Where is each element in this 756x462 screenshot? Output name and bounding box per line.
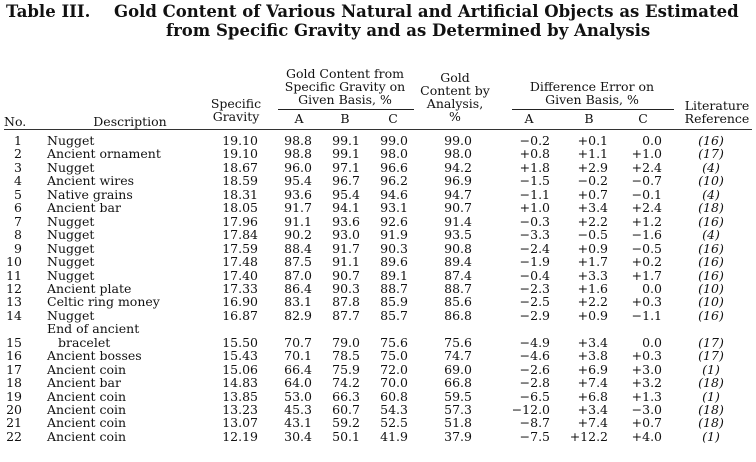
cell-dc: +2.4 [631,159,662,175]
cell-desc: Nugget [47,133,95,148]
cell-db: −0.5 [577,227,608,243]
header-gold-an-2: Content by [420,83,490,98]
cell-no: 10 [6,254,22,270]
cell-an: 59.5 [444,388,472,404]
cell-a: 93.6 [284,186,312,202]
cell-da: −0.4 [519,267,550,283]
cell-desc: Nugget [47,213,95,229]
cell-an: 94.2 [444,159,472,175]
cell-a: 98.8 [284,133,312,148]
cell-desc: Ancient wires [47,173,135,189]
cell-db: +7.4 [577,415,608,431]
cell-an: 89.4 [444,254,472,270]
cell-b: 75.9 [332,361,360,377]
cell-dc: +1.3 [631,388,662,404]
cell-sg: 18.31 [222,186,258,202]
header-gold-an-1: Gold [440,70,470,85]
cell-c: 94.6 [380,186,408,202]
cell-dc: +3.2 [631,375,662,391]
table-row [0,363,756,376]
table-row [0,322,756,349]
cell-a: 96.0 [284,159,312,175]
header-diff-rule [512,109,674,110]
cell-no: 20 [6,402,22,417]
cell-db: +3.4 [577,334,608,350]
cell-sg: 13.85 [222,388,258,404]
cell-db: +1.7 [577,254,608,270]
cell-dc: −0.5 [631,240,662,256]
cell-c: 70.0 [380,375,408,391]
cell-da: −2.9 [519,307,550,323]
cell-a: 98.8 [284,146,312,162]
cell-desc: Nugget [47,254,95,270]
cell-b: 90.7 [332,267,360,283]
cell-da: −0.3 [519,213,550,229]
table-row [0,269,756,282]
header-literature-2: Reference [684,111,750,126]
cell-ref: (16) [698,254,724,270]
cell-no: 1 [14,133,22,148]
cell-desc: Ancient plate [47,280,132,296]
cell-ref: (1) [702,361,720,377]
cell-no: 4 [14,173,22,189]
table-title [6,2,752,40]
cell-sg: 17.84 [222,227,258,243]
cell-ref: (10) [698,280,724,296]
cell-an: 99.0 [444,133,472,148]
table-row [0,255,756,268]
cell-an: 87.4 [444,267,472,283]
cell-an: 90.7 [444,200,472,216]
cell-c: 52.5 [380,415,408,431]
cell-dc: −1.6 [631,227,662,243]
cell-ref: (17) [698,334,724,350]
header-gold-an-3: Analysis, [426,96,484,111]
table-row [0,309,756,322]
header-diff-b: B [584,111,594,126]
cell-ref: (16) [698,307,724,323]
cell-ref: (17) [698,146,724,162]
cell-a: 88.4 [284,240,312,256]
cell-dc: +0.3 [631,348,662,364]
cell-desc: Ancient coin [47,402,127,417]
cell-db: +7.4 [577,375,608,391]
cell-db: +2.9 [577,159,608,175]
cell-no: 5 [14,186,22,202]
cell-desc: Nugget [47,267,95,283]
cell-c: 85.9 [380,294,408,310]
cell-an: 37.9 [444,428,472,444]
header-gold-an-4: % [449,109,461,124]
cell-db: +0.1 [577,133,608,148]
cell-db: −0.2 [577,173,608,189]
cell-da: −1.1 [519,186,550,202]
cell-no: 17 [6,361,22,377]
table-row [0,282,756,295]
cell-c: 98.0 [380,146,408,162]
table-row [0,161,756,174]
cell-desc: Ancient coin [47,415,127,431]
cell-no: 13 [6,294,22,310]
header-col-c: C [388,111,398,126]
header-col-a: A [294,111,304,126]
cell-db: +2.2 [577,294,608,310]
header-literature-1: Literature [684,98,750,113]
cell-db: +3.4 [577,200,608,216]
cell-ref: (17) [698,348,724,364]
cell-da: +1.0 [519,200,550,216]
table-row [0,376,756,389]
cell-an: 93.5 [444,227,472,243]
cell-ref: (16) [698,267,724,283]
title-line-1: Gold Content of Various Natural and Artificial Objects as Estimated [114,2,739,21]
cell-b: 96.7 [332,173,360,189]
cell-an: 85.6 [444,294,472,310]
cell-desc: Nugget [47,240,95,256]
cell-sg: 15.43 [222,348,258,364]
cell-c: 93.1 [380,200,408,216]
cell-sg: 18.59 [222,173,258,189]
cell-db: +3.3 [577,267,608,283]
cell-sg: 15.06 [222,361,258,377]
cell-desc: Ancient coin [47,388,127,404]
header-diff-2: Given Basis, % [545,92,639,107]
cell-c: 91.9 [380,227,408,243]
cell-db: +1.1 [577,146,608,162]
cell-b: 91.7 [332,240,360,256]
cell-b: 66.3 [332,388,360,404]
cell-no: 3 [14,159,22,175]
cell-b: 90.3 [332,280,360,296]
cell-no: 22 [6,428,22,444]
cell-ref: (18) [698,375,724,391]
table-row [0,390,756,403]
cell-a: 83.1 [284,294,312,310]
cell-dc: +4.0 [631,428,662,444]
table-row [0,215,756,228]
cell-no: 9 [14,240,22,256]
table-row [0,188,756,201]
table-row [0,295,756,308]
cell-an: 66.8 [444,375,472,391]
table-row [0,430,756,443]
cell-sg: 17.33 [222,280,258,296]
cell-ref: (10) [698,173,724,189]
cell-da: −1.9 [519,254,550,270]
cell-no: 15 [6,334,22,350]
cell-no: 7 [14,213,22,229]
cell-dc: 0.0 [642,334,662,350]
cell-b: 87.8 [332,294,360,310]
cell-dc: 0.0 [642,133,662,148]
cell-b: 97.1 [332,159,360,175]
cell-db: +6.8 [577,388,608,404]
cell-da: −6.5 [519,388,550,404]
cell-a: 43.1 [284,415,312,431]
cell-an: 57.3 [444,402,472,417]
table-row [0,349,756,362]
cell-b: 93.6 [332,213,360,229]
cell-db: +3.8 [577,348,608,364]
cell-desc: Ancient coin [47,361,127,377]
cell-db: +2.2 [577,213,608,229]
cell-da: −7.5 [519,428,550,444]
cell-sg: 17.96 [222,213,258,229]
cell-an: 94.7 [444,186,472,202]
cell-dc: +1.2 [631,213,662,229]
table-row [0,242,756,255]
header-description: Description [93,114,167,129]
cell-desc: Ancient bosses [47,348,142,364]
table-row [0,201,756,214]
cell-b: 95.4 [332,186,360,202]
cell-db: +0.9 [577,307,608,323]
table-row [0,403,756,416]
table-label: Table III. [6,2,91,21]
cell-c: 96.6 [380,159,408,175]
table-row [0,147,756,160]
cell-desc: Nugget [47,159,95,175]
cell-ref: (4) [702,227,720,243]
cell-ref: (18) [698,415,724,431]
cell-an: 91.4 [444,213,472,229]
cell-an: 88.7 [444,280,472,296]
cell-c: 99.0 [380,133,408,148]
cell-sg: 17.48 [222,254,258,270]
cell-c: 88.7 [380,280,408,296]
cell-c: 92.6 [380,213,408,229]
cell-c: 96.2 [380,173,408,189]
cell-da: +0.8 [519,146,550,162]
cell-desc: Celtic ring money [47,294,160,310]
cell-c: 75.6 [380,334,408,350]
cell-db: +1.6 [577,280,608,296]
cell-ref: (4) [702,186,720,202]
cell-b: 87.7 [332,307,360,323]
cell-ref: (18) [698,200,724,216]
cell-sg: 15.50 [222,334,258,350]
cell-b: 60.7 [332,402,360,417]
cell-ref: (16) [698,213,724,229]
cell-dc: −1.1 [631,307,662,323]
cell-desc-continued: bracelet [58,334,111,350]
cell-dc: +2.4 [631,200,662,216]
cell-a: 95.4 [284,173,312,189]
cell-c: 60.8 [380,388,408,404]
cell-b: 78.5 [332,348,360,364]
table-row [0,416,756,429]
cell-c: 54.3 [380,402,408,417]
header-gold-sg-rule [278,109,414,110]
cell-b: 91.1 [332,254,360,270]
cell-sg: 12.19 [222,428,258,444]
cell-da: −2.6 [519,361,550,377]
cell-dc: +0.7 [631,415,662,431]
cell-an: 74.7 [444,348,472,364]
cell-b: 99.1 [332,146,360,162]
cell-a: 30.4 [284,428,312,444]
cell-an: 98.0 [444,146,472,162]
cell-a: 64.0 [284,375,312,391]
cell-ref: (4) [702,159,720,175]
cell-c: 41.9 [380,428,408,444]
cell-no: 6 [14,200,22,216]
cell-an: 90.8 [444,240,472,256]
cell-c: 85.7 [380,307,408,323]
cell-no: 8 [14,227,22,243]
cell-a: 82.9 [284,307,312,323]
cell-a: 70.7 [284,334,312,350]
header-bottom-rule [4,129,752,130]
cell-dc: +0.3 [631,294,662,310]
cell-dc: +1.7 [631,267,662,283]
cell-b: 50.1 [332,428,360,444]
cell-db: +0.9 [577,240,608,256]
cell-c: 89.6 [380,254,408,270]
header-diff-c: C [638,111,648,126]
cell-db: +3.4 [577,402,608,417]
cell-a: 91.1 [284,213,312,229]
cell-a: 70.1 [284,348,312,364]
cell-da: −2.3 [519,280,550,296]
cell-da: −2.8 [519,375,550,391]
cell-ref: (1) [702,428,720,444]
table-row [0,174,756,187]
cell-c: 90.3 [380,240,408,256]
cell-da: −8.7 [519,415,550,431]
cell-no: 16 [6,348,22,364]
cell-da: −4.6 [519,348,550,364]
cell-db: +0.7 [577,186,608,202]
cell-a: 87.5 [284,254,312,270]
cell-sg: 16.87 [222,307,258,323]
cell-da: −2.4 [519,240,550,256]
cell-ref: (1) [702,388,720,404]
cell-desc: Nugget [47,227,95,243]
cell-no: 2 [14,146,22,162]
cell-a: 90.2 [284,227,312,243]
cell-dc: +3.0 [631,361,662,377]
cell-ref: (10) [698,294,724,310]
cell-c: 75.0 [380,348,408,364]
cell-b: 93.0 [332,227,360,243]
cell-no: 14 [6,307,22,323]
header-diff-1: Difference Error on [529,79,655,94]
title-line-2: from Specific Gravity and as Determined by Analysis [166,21,651,40]
cell-desc: Ancient bar [47,200,121,216]
cell-da: −3.3 [519,227,550,243]
cell-no: 18 [6,375,22,391]
cell-dc: +0.2 [631,254,662,270]
cell-an: 69.0 [444,361,472,377]
cell-b: 74.2 [332,375,360,391]
cell-a: 87.0 [284,267,312,283]
cell-b: 79.0 [332,334,360,350]
cell-no: 19 [6,388,22,404]
header-gold-sg-2: Specific Gravity on [284,79,406,94]
cell-b: 59.2 [332,415,360,431]
cell-desc: Native grains [47,186,133,202]
cell-da: +1.8 [519,159,550,175]
cell-dc: −0.1 [631,186,662,202]
cell-a: 45.3 [284,402,312,417]
cell-b: 99.1 [332,133,360,148]
cell-a: 91.7 [284,200,312,216]
cell-da: −0.2 [519,133,550,148]
cell-sg: 13.23 [222,402,258,417]
cell-no: 11 [6,267,22,283]
header-gold-sg-3: Given Basis, % [298,92,392,107]
header-diff-a: A [524,111,534,126]
header-gold-sg-1: Gold Content from [285,66,405,81]
cell-no: 21 [6,415,22,431]
cell-a: 53.0 [284,388,312,404]
header-col-b: B [340,111,350,126]
cell-sg: 18.05 [222,200,258,216]
cell-db: +12.2 [569,428,608,444]
cell-an: 75.6 [444,334,472,350]
cell-b: 94.1 [332,200,360,216]
table-row [0,134,756,147]
table-row [0,228,756,241]
cell-ref: (16) [698,133,724,148]
cell-da: −12.0 [511,402,550,417]
cell-desc: Ancient coin [47,428,127,444]
cell-dc: −0.7 [631,173,662,189]
cell-ref: (18) [698,402,724,417]
cell-sg: 13.07 [222,415,258,431]
header-specific-gravity-1: Specific [210,96,262,111]
header-specific-gravity-2: Gravity [212,109,260,124]
cell-sg: 16.90 [222,294,258,310]
cell-a: 86.4 [284,280,312,296]
cell-sg: 18.67 [222,159,258,175]
cell-dc: 0.0 [642,280,662,296]
cell-c: 89.1 [380,267,408,283]
cell-sg: 17.40 [222,267,258,283]
cell-desc: End of ancient [47,321,140,337]
cell-da: −1.5 [519,173,550,189]
cell-da: −2.5 [519,294,550,310]
cell-desc: Ancient ornament [47,146,161,162]
cell-sg: 19.10 [222,133,258,148]
cell-da: −4.9 [519,334,550,350]
header-no: No. [4,114,27,129]
cell-db: +6.9 [577,361,608,377]
cell-an: 86.8 [444,307,472,323]
cell-desc: Ancient bar [47,375,121,391]
cell-no: 12 [6,280,22,296]
cell-dc: −3.0 [631,402,662,417]
cell-ref: (16) [698,240,724,256]
cell-desc: Nugget [47,307,95,323]
cell-an: 51.8 [444,415,472,431]
cell-dc: +1.0 [631,146,662,162]
cell-c: 72.0 [380,361,408,377]
cell-sg: 14.83 [222,375,258,391]
cell-an: 96.9 [444,173,472,189]
cell-sg: 17.59 [222,240,258,256]
cell-sg: 19.10 [222,146,258,162]
cell-a: 66.4 [284,361,312,377]
